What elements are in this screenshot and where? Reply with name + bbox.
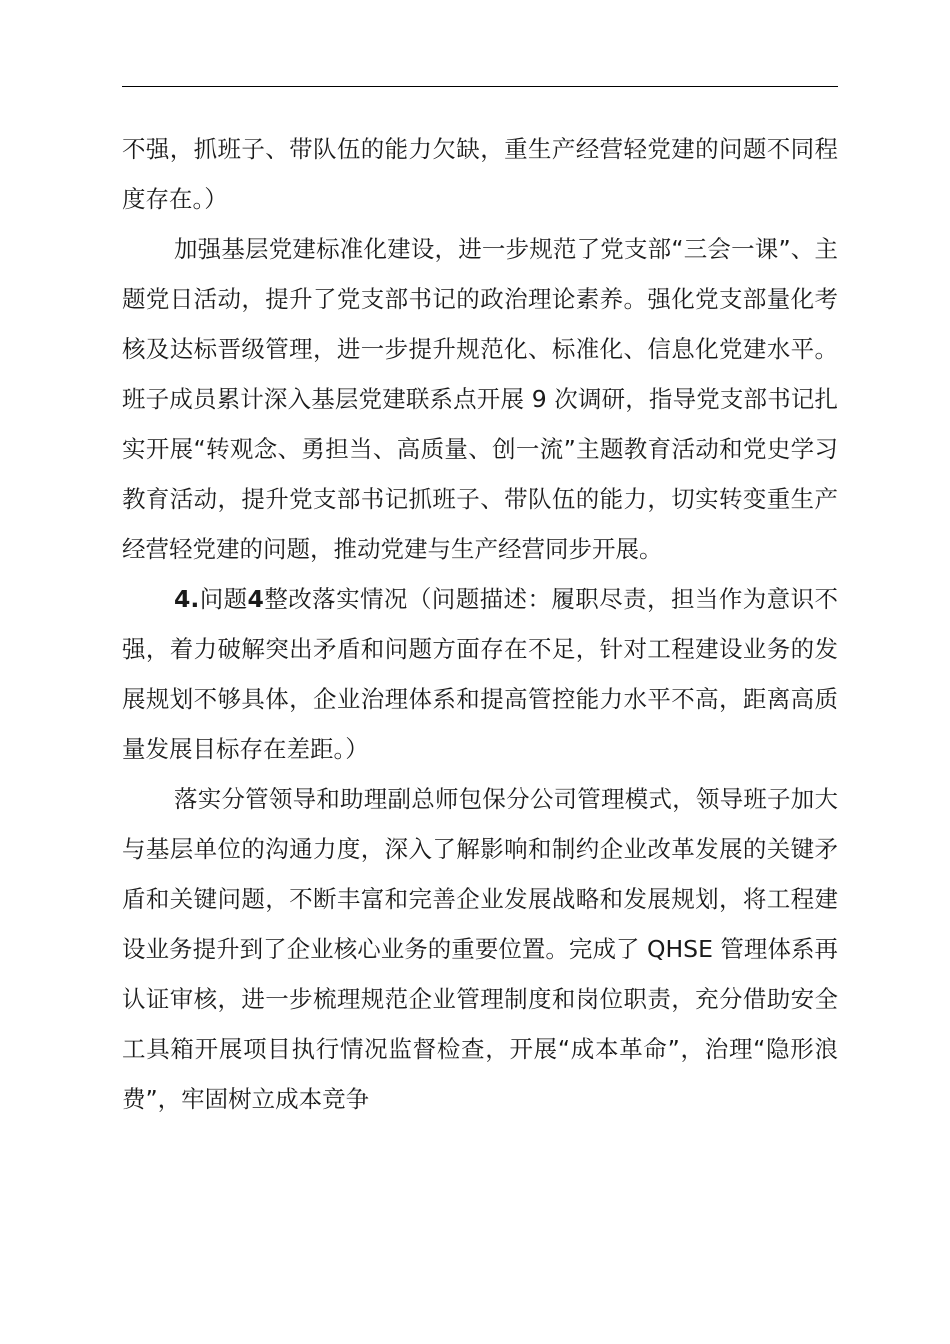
paragraph-party-building: 加强基层党建标准化建设，进一步规范了党支部“三会一课”、主题党日活动，提升了党支部书记的政治理论素养。强化党支部量化考核及达标晋级管理，进一步提升规范化、标准化、信息化党建水平。班子成员累计深入基层党建联系点开展 9 次调研，指导党支部书记扎实开展“转观念、勇担当、高质量、创一流”主题教育活动和党史学习教育活动，提升党支部书记抓班子、带队伍的能力，切实转变重生产经营轻党建的问题，推动党建与生产经营同步开展。 xyxy=(122,235,838,563)
paragraph-continuation: 不强，抓班子、带队伍的能力欠缺，重生产经营轻党建的问题不同程度存在。） xyxy=(122,135,838,213)
issue-label: 问题 xyxy=(199,585,248,613)
issue-description: 整改落实情况（问题描述：履职尽责，担当作为意识不强，着力破解突出矛盾和问题方面存在不足，针对工程建设业务的发展规划不够具体，企业治理体系和提高管控能力水平不高，距离高质量发展目标存在差距。） xyxy=(122,585,839,763)
header-rule xyxy=(122,86,838,87)
paragraph-management: 落实分管领导和助理副总师包保分公司管理模式，领导班子加大与基层单位的沟通力度，深入了解影响和制约企业改革发展的关键矛盾和关键问题，不断丰富和完善企业发展战略和发展规划，将工程建设业务提升到了企业核心业务的重要位置。完成了 QHSE 管理体系再认证审核，进一步梳理规范企业管理制度和岗位职责，充分借助安全工具箱开展项目执行情况监督检查，开展“成本革命”，治理“隐形浪费”，牢固树立成本竞争 xyxy=(122,785,838,1113)
document-body xyxy=(122,124,838,1124)
issue-number: 4. xyxy=(174,585,200,613)
paragraph-issue-4 xyxy=(122,574,838,774)
issue-index: 4 xyxy=(247,585,264,613)
